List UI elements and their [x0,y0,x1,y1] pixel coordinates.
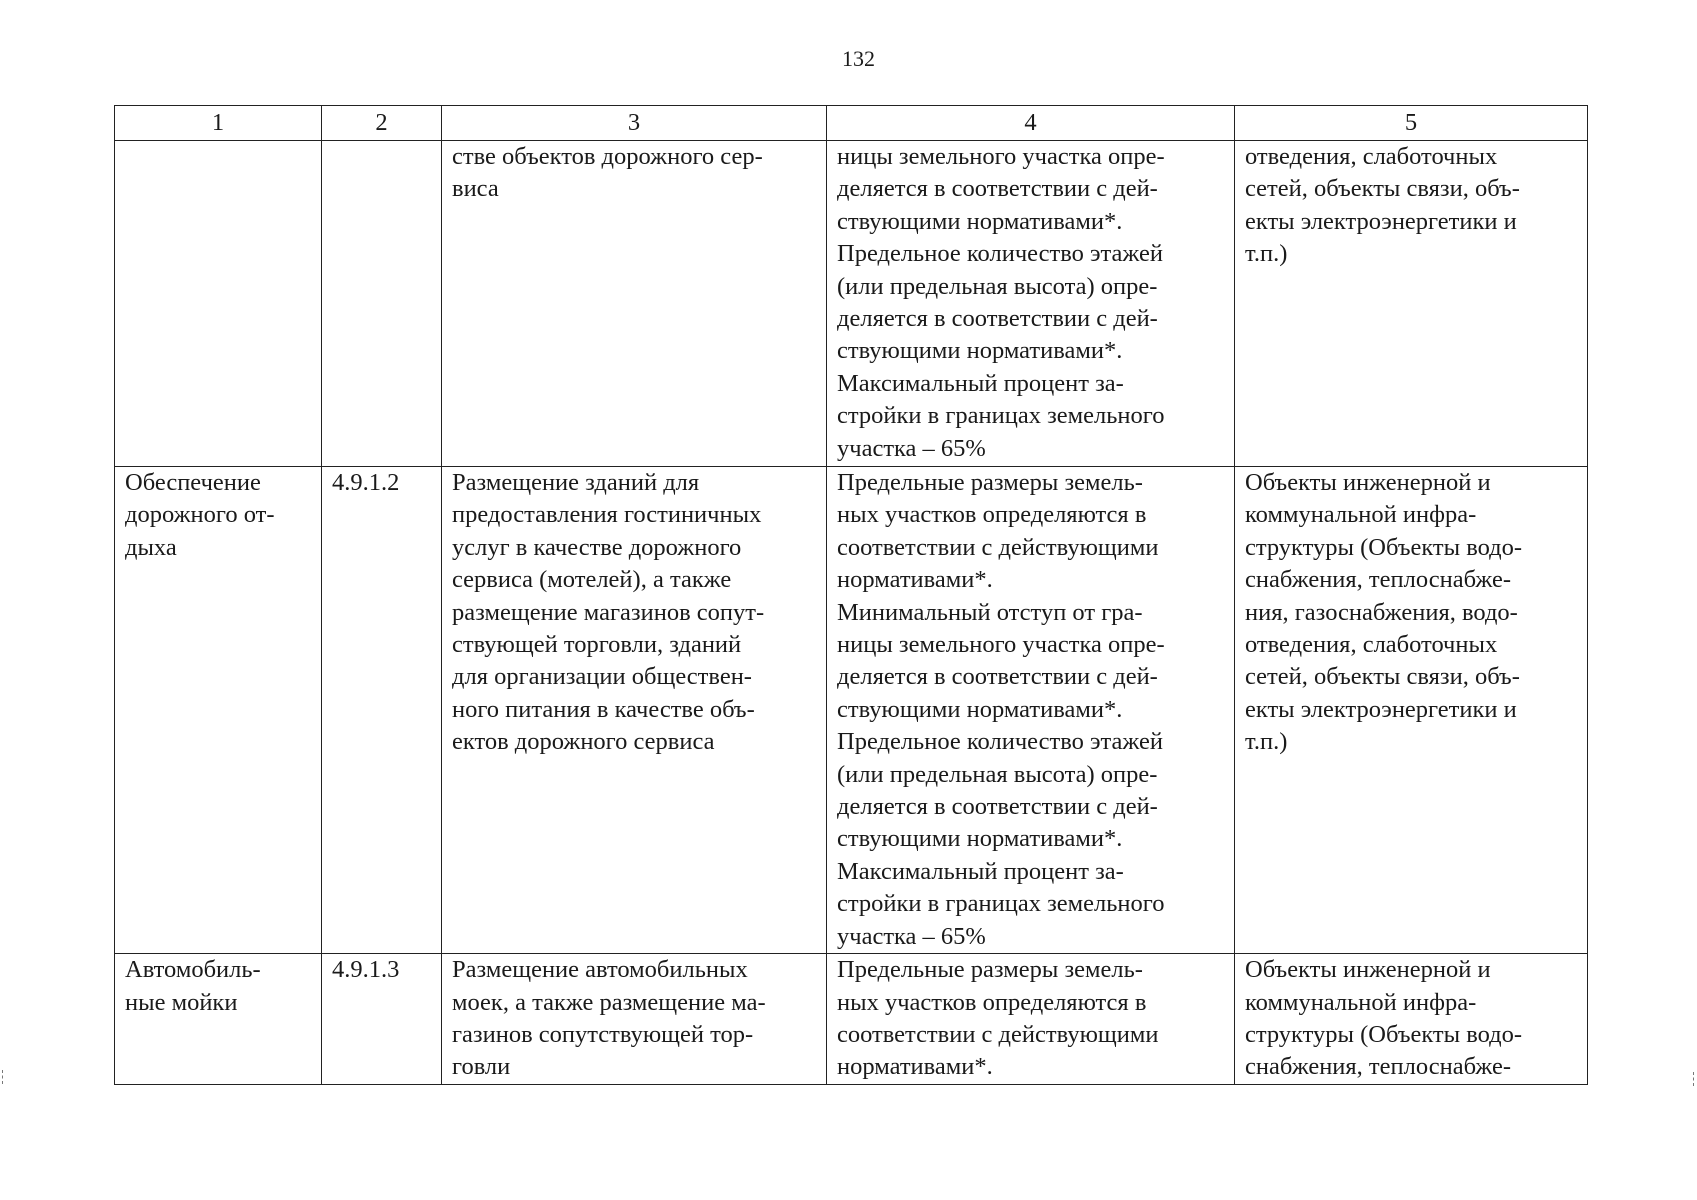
text-line: Размещение автомобильных [452,956,748,984]
text-line: нормативами*. [837,566,993,594]
code-cell [322,954,442,1085]
text-line: Предельные размеры земель- [837,469,1143,496]
text-line: предоставления гостиничных [452,501,762,529]
text-line: Автомобиль- [125,956,261,984]
text-line: ектов дорожного сервиса [452,728,715,756]
column-header-4: 4 [827,106,1235,141]
use-name-cell [115,954,322,1085]
text-line: 4.9.1.2 [332,469,400,496]
text-line: коммунальной инфра- [1245,501,1477,529]
text-line: ствующими нормативами*. [837,695,1123,723]
scan-margin-mark [2,1070,4,1084]
text-line: снабжения, теплоснабже- [1245,566,1512,594]
accessory-uses-cell [1235,954,1588,1085]
text-line: Максимальный процент за- [837,857,1124,885]
text-line: екты электроэнергетики и [1245,207,1517,235]
text-line: сетей, объекты связи, объ- [1245,663,1520,691]
text-line: моек, а также размещение ма- [452,988,766,1016]
table-row [115,141,1588,467]
text-line: т.п.) [1245,728,1288,756]
text-line: Обеспечение [125,469,261,496]
text-line: структуры (Объекты водо- [1245,533,1523,561]
text-line: Минимальный отступ от гра- [837,598,1143,626]
text-line: размещение магазинов сопут- [452,598,765,626]
text-line: Предельные размеры земель- [837,956,1143,984]
column-header-2: 2 [322,106,442,141]
text-line: сетей, объекты связи, объ- [1245,175,1520,203]
text-line: ницы земельного участка опре- [837,631,1165,659]
text-line: ницы земельного участка опре- [837,143,1165,170]
scan-margin-mark [1693,1072,1695,1086]
column-header-3: 3 [442,106,827,141]
text-line: Размещение зданий для [452,469,700,496]
accessory-uses-cell [1235,467,1588,954]
text-line: ствующими нормативами*. [837,337,1123,365]
use-name-cell [115,141,322,467]
text-line: соответствии с действующими [837,1020,1159,1048]
text-line: говли [452,1053,511,1081]
text-line: Максимальный процент за- [837,369,1124,397]
text-line: (или предельная высота) опре- [837,272,1158,300]
accessory-uses-cell [1235,141,1588,467]
text-line: деляется в соответствии с дей- [837,175,1158,203]
text-line: газинов сопутствующей тор- [452,1020,754,1048]
text-line: виса [452,175,499,203]
text-line: участка – 65% [837,922,986,950]
text-line: снабжения, теплоснабже- [1245,1053,1512,1081]
code-cell [322,141,442,467]
text-line: отведения, слаботочных [1245,631,1498,659]
text-line: участка – 65% [837,434,986,462]
text-line: стройки в границах земельного [837,402,1165,430]
text-line: ные мойки [125,988,238,1016]
text-line: дыха [125,533,177,561]
code-cell [322,467,442,954]
column-header-1: 1 [115,106,322,141]
text-line: соответствии с действующими [837,533,1159,561]
text-line: дорожного от- [125,501,275,529]
description-cell [442,954,827,1085]
text-line: ных участков определяются в [837,501,1147,529]
text-line: екты электроэнергетики и [1245,695,1517,723]
text-line: ствующими нормативами*. [837,207,1123,235]
text-line: 4.9.1.3 [332,956,400,984]
text-line: нормативами*. [837,1053,993,1081]
text-line: для организации обществен- [452,663,752,691]
description-cell [442,467,827,954]
header-row [115,106,1588,141]
text-line: отведения, слаботочных [1245,143,1498,170]
text-line: Предельное количество этажей [837,728,1163,756]
text-line: сервиса (мотелей), а также [452,566,732,594]
text-line: структуры (Объекты водо- [1245,1020,1523,1048]
text-line: ного питания в качестве объ- [452,695,755,723]
table-row [115,954,1588,1085]
text-line: стройки в границах земельного [837,890,1165,918]
text-line: деляется в соответствии с дей- [837,793,1158,821]
text-line: услуг в качестве дорожного [452,533,742,561]
table-row [115,467,1588,954]
text-line: ствующими нормативами*. [837,825,1123,853]
parameters-cell [827,467,1235,954]
text-line: Объекты инженерной и [1245,956,1491,984]
text-line: (или предельная высота) опре- [837,760,1158,788]
text-line: Объекты инженерной и [1245,469,1491,496]
text-line: деляется в соответствии с дей- [837,663,1158,691]
text-line: Предельное количество этажей [837,240,1163,268]
text-line: т.п.) [1245,240,1288,268]
description-cell [442,141,827,467]
text-line: ния, газоснабжения, водо- [1245,598,1518,626]
text-line: деляется в соответствии с дей- [837,305,1158,333]
use-name-cell [115,467,322,954]
text-line: ствующей торговли, зданий [452,631,742,659]
page-number: 132 [842,46,875,71]
parameters-cell [827,141,1235,467]
text-line: стве объектов дорожного сер- [452,143,763,170]
column-header-5: 5 [1235,106,1588,141]
text-line: ных участков определяются в [837,988,1147,1016]
text-line: коммунальной инфра- [1245,988,1477,1016]
parameters-cell [827,954,1235,1085]
land-use-table [114,105,1588,1085]
